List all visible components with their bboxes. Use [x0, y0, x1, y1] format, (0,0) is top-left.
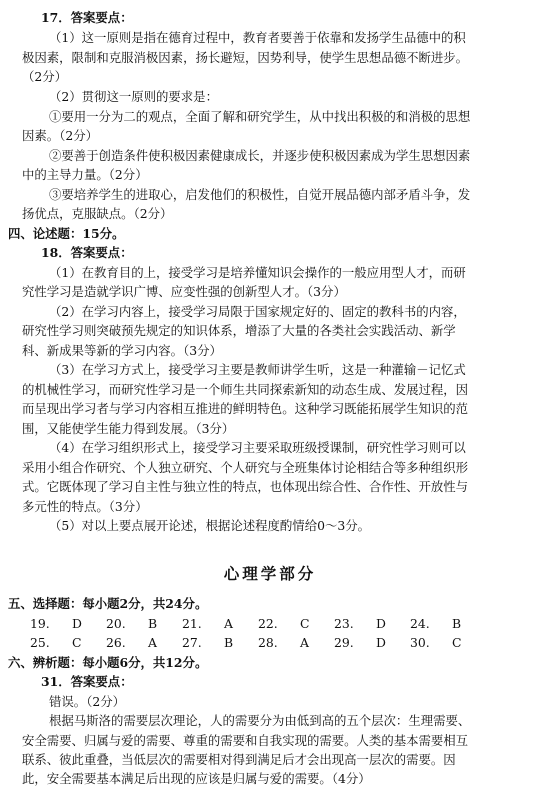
q18-line: （2）在学习内容上，接受学习局限于国家规定好的、固定的教科书的内容，: [49, 304, 466, 319]
answer-cell: 27. B: [182, 635, 234, 650]
section-6-heading: 六、辨析题：每小题6分，共12分。: [8, 655, 208, 670]
q18-line: 研究性学习则突破预先规定的知识体系，增添了大量的各类社会实践活动、新学: [22, 323, 456, 338]
answer-cell: 24. B: [410, 616, 462, 631]
q17-req-2-line-2: 中的主导力量。（2分）: [22, 167, 148, 182]
answer-row: [30, 635, 490, 651]
part-title: 心理学部分: [223, 564, 317, 583]
q18-line: 式。它既体现了学习自主性与独立性的特点，也体现出综合性、合作性、开放性与: [22, 479, 469, 494]
answer-cell: 21. A: [182, 616, 233, 631]
q17-req-1-line-2: 因素。（2分）: [22, 128, 99, 143]
q31-line: 根据马斯洛的需要层次理论，人的需要分为由低到高的五个层次：生理需要、: [49, 713, 471, 728]
q18-line: （5）对以上要点展开论述，根据论述程度酌情给0～3分。: [49, 518, 371, 533]
q31-verdict: 错误。（2分）: [49, 694, 126, 709]
q18-line: （1）在教育目的上，接受学习是培养懂知识会操作的一般应用型人才，而研: [49, 265, 466, 280]
q18-heading: 18．答案要点：: [41, 245, 133, 260]
q17-req-1-line-1: ①要用一分为二的观点，全面了解和研究学生，从中找出积极的和消极的思想: [49, 109, 471, 124]
answer-cell: 23. D: [334, 616, 386, 631]
q18-line: 采用小组合作研究、个人独立研究、个人研究与全班集体讨论相结合等多种组织形: [22, 460, 469, 475]
q17-req-2-line-1: ②要善于创造条件使积极因素健康成长，并逐步使积极因素成为学生思想因素: [49, 148, 471, 163]
q17-point-1-line-2: 极因素，限制和克服消极因素，扬长避短，因势利导，使学生思想品德不断进步。: [22, 50, 469, 65]
q17-point-1-score: （2分）: [22, 69, 68, 84]
q31-line: 此，安全需要基本满足后出现的应该是归属与爱的需要。（4分）: [22, 771, 371, 786]
answer-cell: 22. C: [258, 616, 310, 631]
q18-line: 的机械性学习，而研究性学习是一个师生共同探索新知的动态生成、发展过程，因: [22, 382, 469, 397]
q17-point-1-line-1: （1）这一原则是指在德育过程中，教育者要善于依靠和发扬学生品德中的积: [49, 30, 466, 45]
answer-cell: 29. D: [334, 635, 386, 650]
answer-cell: 25. C: [30, 635, 82, 650]
answer-row: [30, 616, 490, 632]
q18-line: 多元性的特点。（3分）: [22, 499, 148, 514]
answer-cell: 28. A: [258, 635, 309, 650]
q18-line: （4）在学习组织形式上，接受学习主要采取班级授课制，研究性学习则可以: [49, 440, 466, 455]
section-5-heading: 五、选择题：每小题2分，共24分。: [8, 596, 208, 611]
answer-cell: 30. C: [410, 635, 462, 650]
q17-heading: 17．答案要点：: [41, 10, 133, 25]
q17-req-3-line-2: 扬优点，克服缺点。（2分）: [22, 206, 173, 221]
answer-cell: 20. B: [106, 616, 158, 631]
answer-cell: 26. A: [106, 635, 157, 650]
q17-req-3-line-1: ③要培养学生的进取心，启发他们的积极性，自觉开展品德内部矛盾斗争，发: [49, 187, 471, 202]
q18-line: 围，又能使学生能力得到发展。（3分）: [22, 421, 235, 436]
section-4-heading: 四、论述题：15分。: [8, 226, 125, 241]
q18-line: 而呈现出学习者与学习内容相互推进的鲜明特色。这种学习既能拓展学生知识的范: [22, 401, 469, 416]
q31-line: 安全需要、归属与爱的需要、尊重的需要和自我实现的需要。人类的基本需要相互: [22, 733, 469, 748]
q31-line: 联系、彼此重叠，当低层次的需要相对得到满足后才会出现高一层次的需要。因: [22, 752, 456, 767]
answer-cell: 19. D: [30, 616, 82, 631]
q18-line: （3）在学习方式上，接受学习主要是教师讲学生听，这是一种灌输－记忆式: [49, 362, 466, 377]
q18-line: 科、新成果等新的学习内容。（3分）: [22, 343, 222, 358]
q31-heading: 31．答案要点：: [41, 674, 133, 689]
q18-line: 究性学习是造就学识广博、应变性强的创新型人才。（3分）: [22, 284, 346, 299]
q17-point-2: （2）贯彻这一原则的要求是：: [49, 89, 218, 104]
